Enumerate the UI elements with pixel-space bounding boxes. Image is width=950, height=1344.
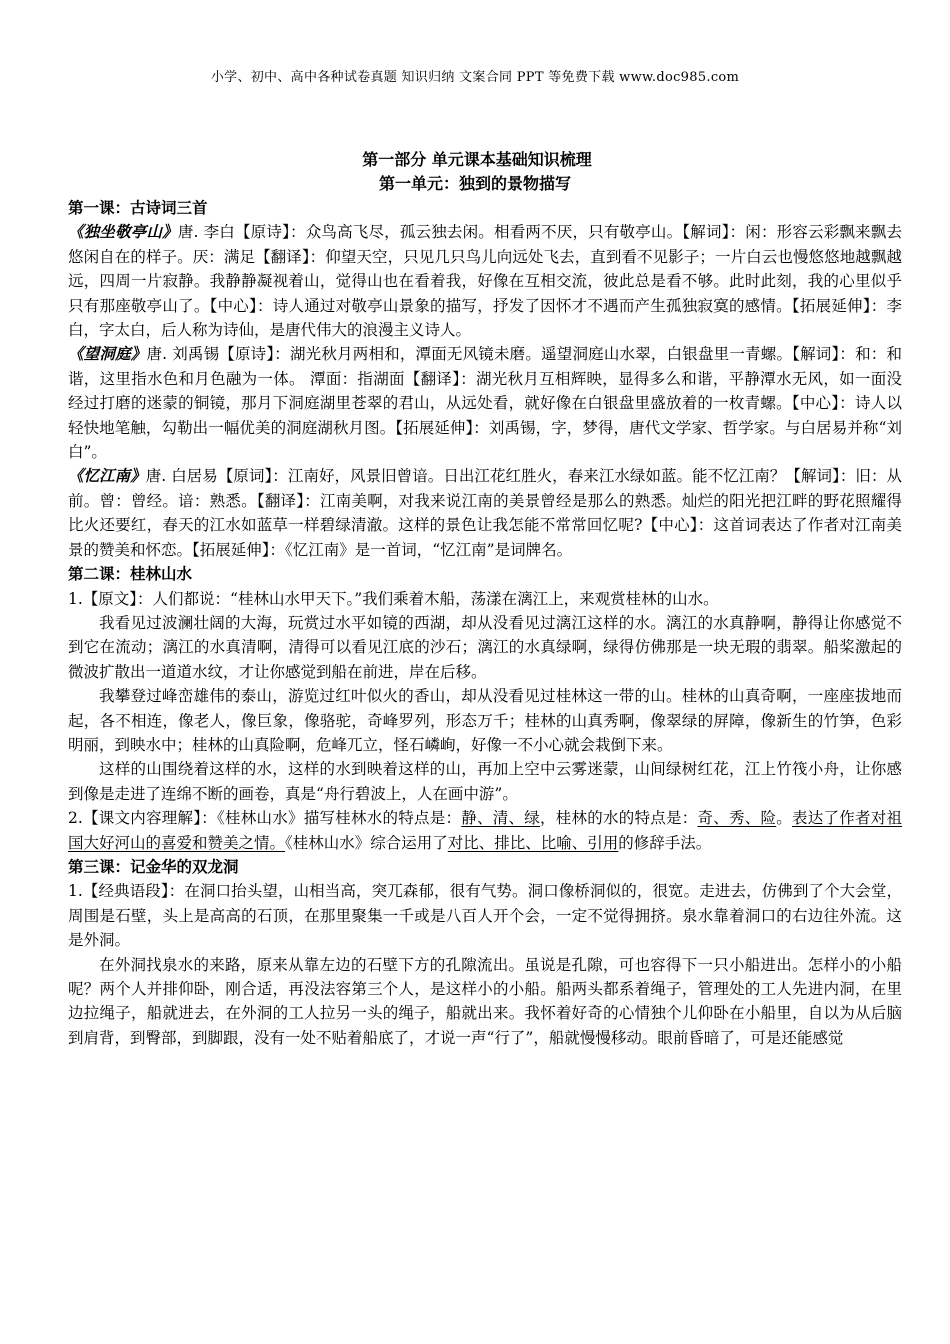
lesson2-paragraph-1: 1.【原文】：人们都说：“桂林山水甲天下。”我们乘着木船，荡漾在漓江上，来观赏桂林的山水。 [68, 589, 719, 608]
poem2-text: 唐. 刘禹锡【原诗】：湖光秋月两相和，潭面无风镜未磨。遥望洞庭山水翠，白银盘里一青螺。【解词】：和：和谐，这里指水色和月色融为一体。 潭面：指湖面【翻译】：湖光秋月互相辉映，显得多么和谐，平静潭水无风，如一面没经过打磨的迷蒙的铜镜，那月下洞庭湖里苍翠的君山，从远处看，就好像在白银盘里盛放着的一枚青螺。【中心】：诗人以轻快地笔触，勾勒出一幅优美的洞庭湖秋月图。【拓展延伸】：刘禹锡，字，梦得，唐代文学家、哲学家。与白居易并称“刘白”。 [68, 345, 902, 462]
poem2-title: 《望洞庭》 [68, 344, 147, 364]
p5-text-b: ，桂林的水的特点是： [539, 809, 698, 828]
title-block [0, 148, 950, 196]
poem3-title: 《忆江南》 [68, 466, 146, 486]
poem1-text: 唐. 李白【原诗】：众鸟高飞尽，孤云独去闲。相看两不厌，只有敬亭山。【解词】：闲：形容云彩飘来飘去悠闲自在的样子。厌：满足【翻译】：仰望天空，只见几只鸟儿向远处飞去，直到看不见影子；一片白云也慢悠悠地越飘越远，四周一片寂静。我静静凝视着山，觉得山也在看着我，好像在互相交流，彼此总是看不够。此时此刻，我的心里似乎只有那座敬亭山了。【中心】：诗人通过对敬亭山景象的描写，抒发了因怀才不遇而产生孤独寂寞的感情。【拓展延伸】：李白，字太白，后人称为诗仙，是唐代伟大的浪漫主义诗人。 [68, 223, 902, 340]
lesson1-heading: 第一课：古诗词三首 [68, 198, 208, 217]
lesson3-paragraph-2: 在外洞找泉水的来路，原来从靠左边的石壁下方的孔隙流出。虽说是孔隙，可也容得下一只小船进出。怎样小的小船呢？两个人并排仰卧，刚合适，再没法容第三个人，是这样小的小船。船两头都系着绳子，管理处的工人先进内洞，在里边拉绳子，船就进去，在外洞的工人拉另一头的绳子，船就出来。我怀着好奇的心情独个儿仰卧在小船里，自以为从后脑到肩背，到臀部，到脚跟，没有一处不贴着船底了，才说一声“行了”，船就慢慢移动。眼前昏暗了，可是还能感觉 [68, 955, 902, 1047]
lesson2-heading: 第二课：桂林山水 [68, 564, 193, 584]
p5-underline-2: 奇、秀、险 [697, 809, 777, 828]
poem1-paragraph [68, 220, 902, 342]
poem1-title: 《独坐敬亭山》 [68, 222, 178, 242]
page-header: 小学、初中、高中各种试卷真题 知识归纳 文案合同 PPT 等免费下载 www.doc985.com [210, 70, 740, 85]
p5-underline-1: 静、清、绿 [461, 809, 540, 828]
poem3-text: 唐. 白居易【原词】：江南好，风景旧曾谙。日出江花红胜火，春来江水绿如蓝。能不忆江南？【解词】：旧：从前。曾：曾经。谙：熟悉。【翻译】：江南美啊，对我来说江南的美景曾经是那么的熟悉。灿烂的阳光把江畔的野花照耀得比火还要红，春天的江水如蓝草一样碧绿清澈。这样的景色让我怎能不常常回忆呢?【中心】：这首词表达了作者对江南美景的赞美和怀恋。【拓展延伸】：《忆江南》是一首词，“忆江南”是词牌名。 [68, 467, 902, 559]
lesson2-paragraph-4: 这样的山围绕着这样的水，这样的水到映着这样的山，再加上空中云雾迷蒙，山间绿树红花，江上竹筏小舟，让你感到像是走进了连绵不断的画卷，真是“舟行碧波上，人在画中游”。 [68, 760, 902, 803]
document-body [68, 196, 902, 1050]
poem2-paragraph [68, 342, 902, 464]
lesson2-paragraph-2: 我看见过波澜壮阔的大海，玩赏过水平如镜的西湖，却从没看见过漓江这样的水。漓江的水真静啊，静得让你感觉不到它在流动；漓江的水真清啊，清得可以看见江底的沙石；漓江的水真绿啊，绿得仿佛那是一块无瑕的翡翠。船桨激起的微波扩散出一道道水纹，才让你感觉到船在前进，岸在后移。 [68, 613, 902, 681]
p5-text-d: 《桂林山水》综合运用了 [285, 833, 448, 852]
lesson2-paragraph-3: 我攀登过峰峦雄伟的泰山，游览过红叶似火的香山，却从没看见过桂林这一带的山。桂林的山真奇啊，一座座拔地而起，各不相连，像老人，像巨象，像骆驼，奇峰罗列，形态万千；桂林的山真秀啊，像翠绿的屏障，像新生的竹笋，色彩明丽，到映水中；桂林的山真险啊，危峰兀立，怪石嶙峋，好像一不小心就会栽倒下来。 [68, 687, 902, 754]
p5-underline-3: 表达了作者对祖国大好河山的喜爱和赞美之情。 [68, 809, 902, 852]
lesson3-paragraph-1: 1.【经典语段】：在洞口抬头望，山相当高，突兀森郁，很有气势。洞口像桥洞似的，很宽。走进去，仿佛到了个大会堂，周围是石壁，头上是高高的石顶，在那里聚集一千或是八百人开个会，一定不觉得拥挤。泉水靠着洞口的右边往外流。这是外洞。 [68, 882, 902, 950]
p5-text-e: 的修辞手法。 [618, 833, 712, 852]
p5-underline-4: 对比、排比、比喻、引用 [447, 833, 619, 852]
p5-text-c: 。 [776, 809, 792, 828]
lesson2-paragraph-5 [68, 806, 902, 855]
unit-title: 第一单元：独到的景物描写 [378, 174, 571, 193]
part-title: 第一部分 单元课本基础知识梳理 [362, 150, 592, 169]
lesson3-heading: 第三课：记金华的双龙洞 [68, 856, 239, 876]
p5-text-a: 2.【课文内容理解】：《桂林山水》描写桂林水的特点是： [68, 809, 462, 828]
poem3-paragraph [68, 464, 902, 562]
